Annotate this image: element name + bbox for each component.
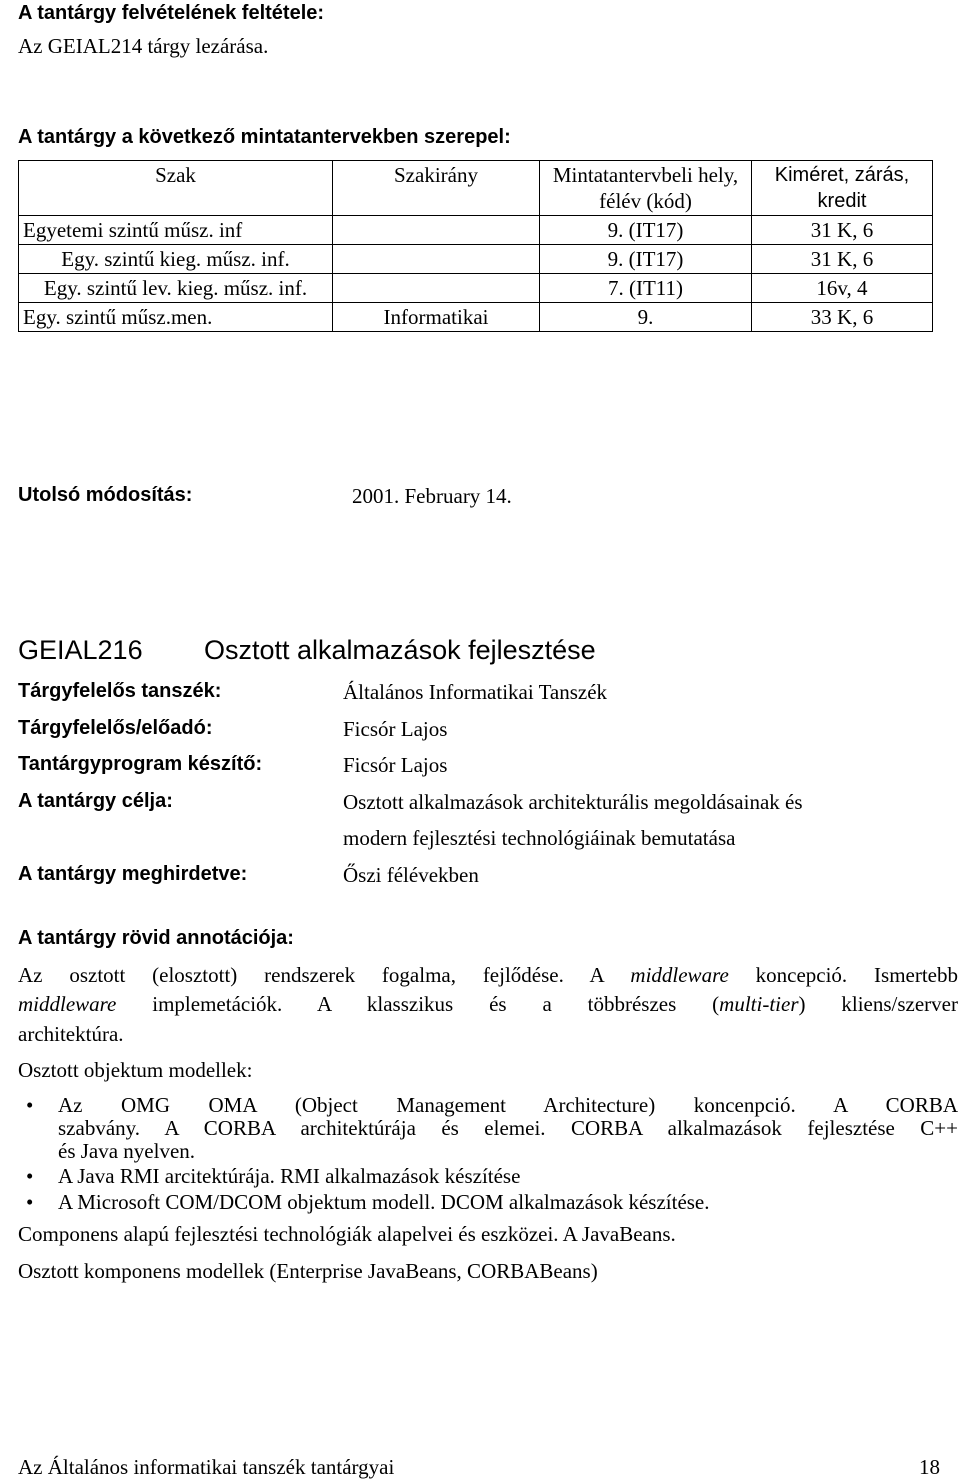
bullet-line: és Java nyelven. xyxy=(58,1139,196,1163)
col-header-kimeret: Kiméret, zárás, kredit xyxy=(752,161,933,216)
annotation-line-2 xyxy=(18,991,958,1018)
annotation-italic: middleware xyxy=(18,992,117,1016)
offered-value: Őszi félévekben xyxy=(343,863,479,887)
bullet-line: Az OMG OMA (Object Management Architecture) koncenpció. A CORBA xyxy=(58,1093,958,1117)
cell-kimeret: 33 K, 6 xyxy=(752,303,933,332)
bullet-icon: • xyxy=(26,1164,34,1188)
cell-szak: Egy. szintű lev. kieg. műsz. inf. xyxy=(19,274,333,303)
bullet-icon: • xyxy=(26,1093,34,1117)
page-number: 18 xyxy=(919,1455,940,1479)
cell-szakirany: Informatikai xyxy=(333,303,540,332)
prereq-text: Az GEIAL214 tárgy lezárása. xyxy=(18,34,269,58)
col-header-hely: Mintatantervbeli hely, félév (kód) xyxy=(540,161,752,216)
prereq-heading: A tantárgy felvételének feltétele: xyxy=(18,2,325,24)
annotation-text: koncepció. Ismertebb xyxy=(728,963,958,987)
cell-szakirany xyxy=(333,216,540,245)
curricula-heading: A tantárgy a következő mintatantervekben szerepel: xyxy=(18,126,511,148)
cell-kimeret: 31 K, 6 xyxy=(752,216,933,245)
annotation-line-1 xyxy=(18,962,958,989)
bullet-line: szabvány. A CORBA architektúrája és elemei. CORBA alkalmazások fejlesztése C++ xyxy=(58,1116,958,1140)
models-heading: Osztott objektum modellek: xyxy=(18,1058,253,1082)
annotation-text: Az osztott (elosztott) rendszerek fogalma, fejlődése. A xyxy=(18,963,631,987)
annotation-text: ) kliens/szerver xyxy=(798,992,958,1016)
author-label: Tantárgyprogram készítő: xyxy=(18,753,263,775)
cell-kimeret: 16v, 4 xyxy=(752,274,933,303)
annotation-line-5: Osztott komponens modellek (Enterprise JavaBeans, CORBABeans) xyxy=(18,1259,598,1283)
table-header-row xyxy=(19,161,933,216)
dept-label: Tárgyfelelős tanszék: xyxy=(18,680,222,702)
bullet-line: A Microsoft COM/DCOM objektum modell. DCOM alkalmazások készítése. xyxy=(58,1190,710,1214)
cell-hely: 9. (IT17) xyxy=(540,245,752,274)
table-row xyxy=(19,245,933,274)
course-code: GEIAL216 xyxy=(18,635,143,665)
table-row xyxy=(19,216,933,245)
goal-line-1: Osztott alkalmazások architekturális megoldásainak és xyxy=(343,790,803,814)
list-item xyxy=(18,1191,958,1214)
annotation-heading: A tantárgy rövid annotációja: xyxy=(18,927,294,949)
lecturer-label: Tárgyfelelős/előadó: xyxy=(18,717,213,739)
col-header-szak: Szak xyxy=(19,161,333,216)
annotation-line-3: architektúra. xyxy=(18,1022,124,1046)
annotation-text: implemetációk. A klasszikus és a többrészes ( xyxy=(116,992,720,1016)
cell-kimeret: 31 K, 6 xyxy=(752,245,933,274)
goal-line-2: modern fejlesztési technológiáinak bemutatása xyxy=(343,826,736,850)
cell-szakirany xyxy=(333,274,540,303)
offered-label: A tantárgy meghirdetve: xyxy=(18,863,248,885)
goal-label: A tantárgy célja: xyxy=(18,790,173,812)
cell-szak: Egy. szintű kieg. műsz. inf. xyxy=(19,245,333,274)
cell-hely: 9. (IT17) xyxy=(540,216,752,245)
cell-szak: Egy. szintű műsz.men. xyxy=(19,303,333,332)
annotation-line-4: Componens alapú fejlesztési technológiák alapelvei és eszközei. A JavaBeans. xyxy=(18,1222,676,1246)
footer-title: Az Általános informatikai tanszék tantárgyai xyxy=(18,1455,395,1479)
cell-hely: 9. xyxy=(540,303,752,332)
dept-value: Általános Informatikai Tanszék xyxy=(343,680,608,704)
annotation-italic: middleware xyxy=(630,963,729,987)
table-row xyxy=(19,274,933,303)
models-list xyxy=(18,1094,958,1214)
bullet-icon: • xyxy=(26,1190,34,1214)
cell-szakirany xyxy=(333,245,540,274)
col-header-szakirany: Szakirány xyxy=(333,161,540,216)
list-item xyxy=(18,1165,958,1188)
author-value: Ficsór Lajos xyxy=(343,753,448,777)
list-item xyxy=(18,1094,958,1163)
lecturer-value: Ficsór Lajos xyxy=(343,717,448,741)
last-modified-value: 2001. February 14. xyxy=(352,484,512,508)
curricula-table xyxy=(18,160,933,332)
annotation-italic: multi-tier xyxy=(719,992,799,1016)
cell-szak: Egyetemi szintű műsz. inf xyxy=(19,216,333,245)
table-row xyxy=(19,303,933,332)
course-title: Osztott alkalmazások fejlesztése xyxy=(204,635,596,665)
cell-hely: 7. (IT11) xyxy=(540,274,752,303)
last-modified-label: Utolsó módosítás: xyxy=(18,484,193,506)
bullet-line: A Java RMI arcitektúrája. RMI alkalmazások készítése xyxy=(58,1164,521,1188)
